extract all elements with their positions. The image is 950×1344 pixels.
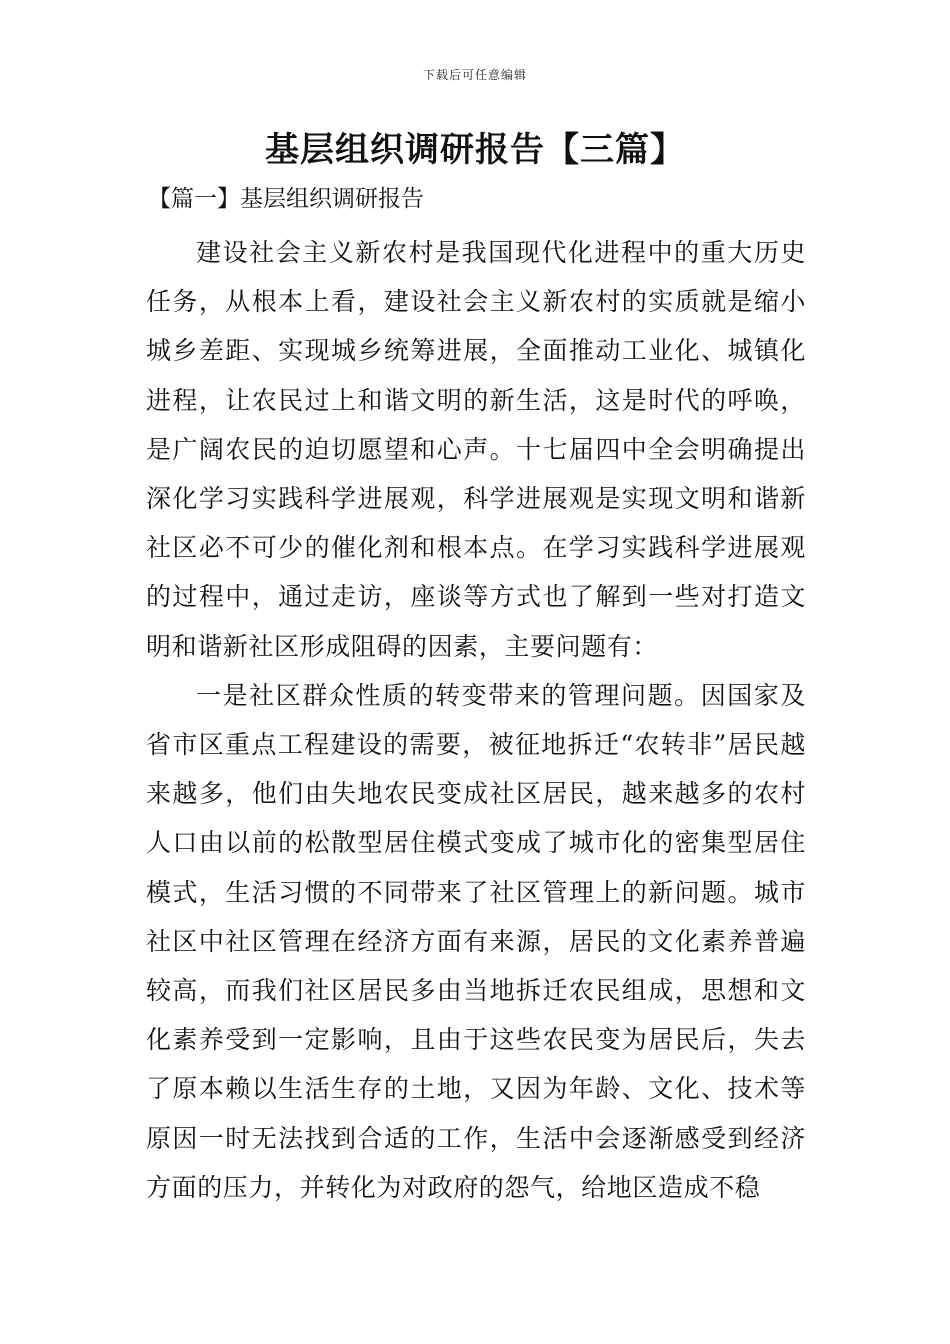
section-heading: 【篇一】基层组织调研报告 <box>148 186 424 212</box>
paragraph-2: 一是社区群众性质的转变带来的管理问题。因国家及省市区重点工程建设的需要，被征地拆迁“农转非”居民越来越多，他们由失地农民变成社区居民，越来越多的农村人口由以前的松散型居住模式变成了城市化的密集型居住模式，生活习惯的不同带来了社区管理上的新问题。城市社区中社区管理在经济方面有来源，居民的文化素养普遍较高，而我们社区居民多由当地拆迁农民组成，思想和文化素养受到一定影响，且由于这些农民变为居民后，失去了原本赖以生活生存的土地，又因为年龄、文化、技术等原因一时无法找到合适的工作，生活中会逐渐感受到经济方面的压力，并转化为对政府的怨气，给地区造成不稳 <box>146 680 806 1202</box>
paragraph-1: 建设社会主义新农村是我国现代化进程中的重大历史任务，从根本上看，建设社会主义新农村的实质就是缩小城乡差距、实现城乡统筹进展，全面推动工业化、城镇化进程，让农民过上和谐文明的新生活，这是时代的呼唤，是广阔农民的迫切愿望和心声。十七届四中全会明确提出深化学习实践科学进展观，科学进展观是实现文明和谐新社区必不可少的催化剂和根本点。在学习实践科学进展观的过程中，通过走访，座谈等方式也了解到一些对打造文明和谐新社区形成阻碍的因素，主要问题有： <box>146 238 806 661</box>
document-body <box>146 228 806 1212</box>
document-title: 基层组织调研报告【三篇】 <box>265 130 685 170</box>
header-note: 下载后可任意编辑 <box>422 68 527 82</box>
